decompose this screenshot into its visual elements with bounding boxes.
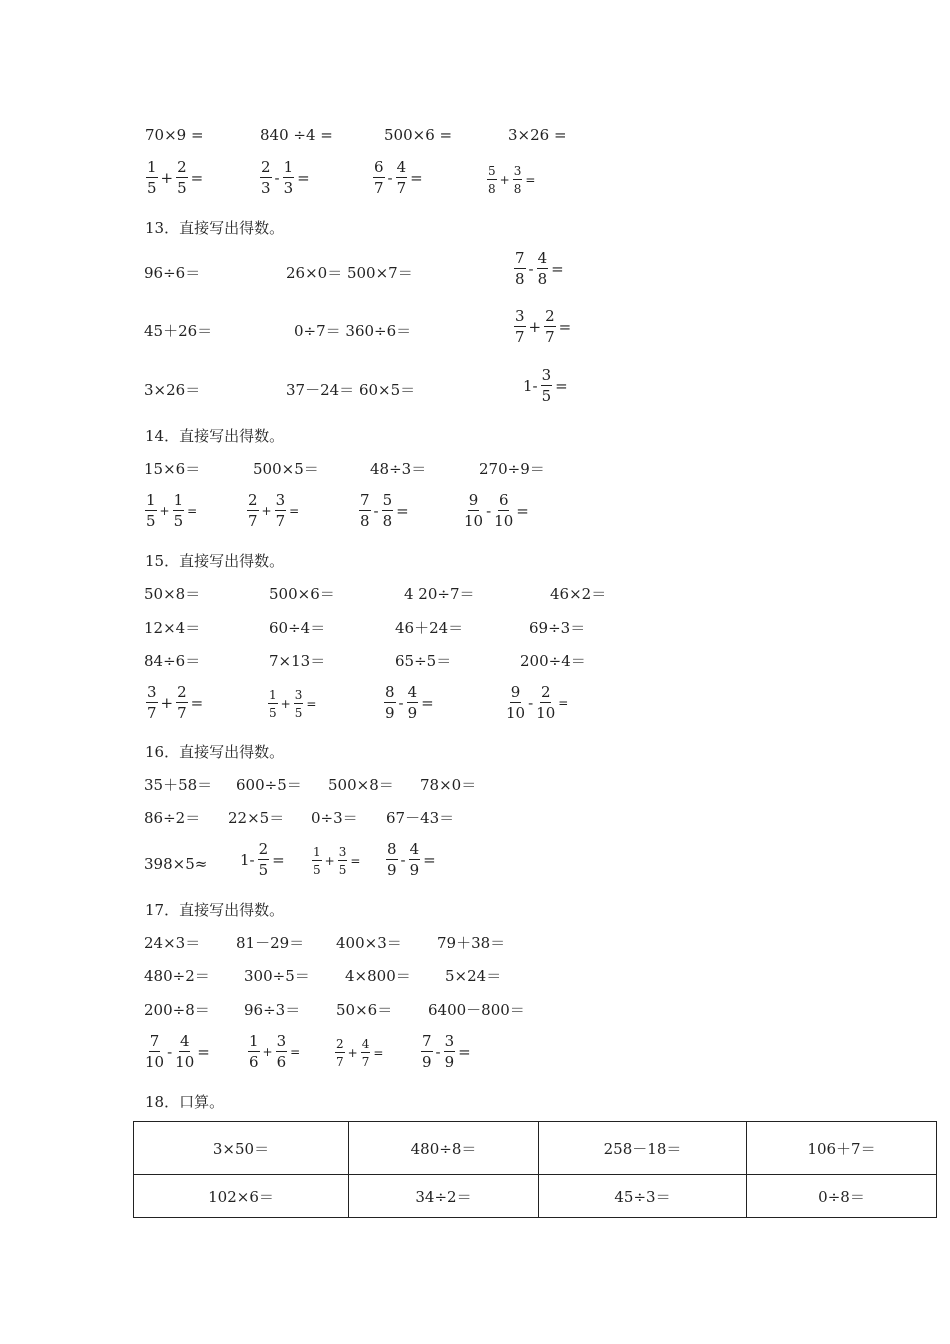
table-cell: 106＋7＝ (747, 1122, 937, 1175)
expr: 7×13＝ (269, 652, 326, 670)
expr: 0÷3＝ (311, 809, 358, 827)
fraction-expr: $\frac{3}{7}$ + $\frac{2}{7}$ = (147, 683, 204, 722)
table-row (134, 1175, 937, 1218)
expr: 84÷6＝ (144, 652, 201, 670)
expr: 46＋24＝ (395, 619, 464, 637)
fraction-expr: $\frac{1}{5}$ + $\frac{3}{5}$ = (269, 688, 317, 720)
expr: 3×26 = (508, 126, 567, 144)
expr: 69÷3＝ (529, 619, 586, 637)
expr: 67－43＝ (386, 809, 455, 827)
table-cell: 45÷3＝ (539, 1175, 747, 1218)
question-15-title: 15．直接写出得数。 (145, 552, 285, 570)
table-cell: 0÷8＝ (747, 1175, 937, 1218)
question-18-title: 18．口算。 (145, 1093, 225, 1111)
expr: 400×3＝ (336, 934, 402, 952)
table-cell: 102×6＝ (134, 1175, 349, 1218)
expr: 398×5≈ (144, 855, 208, 873)
fraction-expr: $\frac{6}{7}$ - $\frac{4}{7}$ = (374, 158, 423, 197)
expr: 46×2＝ (550, 585, 607, 603)
table-cell: 480÷8＝ (349, 1122, 539, 1175)
expr: 50×6＝ (336, 1001, 393, 1019)
expr: 86÷2＝ (144, 809, 201, 827)
fraction-expr: 1- $\frac{3}{5}$ = (523, 366, 568, 405)
fraction-expr: $\frac{2}{7}$ + $\frac{4}{7}$ = (336, 1037, 384, 1069)
fraction-expr: $\frac{7}{9}$ - $\frac{3}{9}$ = (422, 1032, 471, 1071)
fraction-expr: $\frac{2}{7}$ + $\frac{3}{7}$ = (248, 491, 300, 530)
fraction-expr: $\frac{1}{6}$ + $\frac{3}{6}$ = (249, 1032, 301, 1071)
expr: 5×24＝ (445, 967, 502, 985)
fraction-expr: $\frac{1}{5}$ + $\frac{2}{5}$ = (147, 158, 204, 197)
expr: 35＋58＝ (144, 776, 213, 794)
expr: 50×8＝ (144, 585, 201, 603)
fraction-expr: $\frac{1}{5}$ + $\frac{3}{5}$ = (313, 845, 361, 877)
fraction-expr: 1- $\frac{2}{5}$ = (240, 840, 285, 879)
expr: 500×5＝ (253, 460, 319, 478)
expr: 70×9 = (145, 126, 204, 144)
fraction-expr: $\frac{8}{9}$ - $\frac{4}{9}$ = (385, 683, 434, 722)
expr: 78×0＝ (420, 776, 477, 794)
fraction-expr: $\frac{2}{3}$ - $\frac{1}{3}$ = (261, 158, 310, 197)
expr: 0÷7＝ 360÷6＝ (294, 322, 412, 340)
expr: 840 ÷4 = (260, 126, 333, 144)
expr: 15×6＝ (144, 460, 201, 478)
fraction-expr: $\frac{8}{9}$ - $\frac{4}{9}$ = (387, 840, 436, 879)
table-row (134, 1122, 937, 1175)
expr: 96÷6＝ (144, 264, 201, 282)
question-16-title: 16．直接写出得数。 (145, 743, 285, 761)
fraction-expr: $\frac{3}{7}$ + $\frac{2}{7}$ = (515, 307, 572, 346)
fraction-expr: $\frac{9}{10}$ - $\frac{6}{10}$ = (464, 491, 529, 530)
expr: 12×4＝ (144, 619, 201, 637)
table-cell: 34÷2＝ (349, 1175, 539, 1218)
expr: 500×6＝ (269, 585, 335, 603)
expr: 3×26＝ (144, 381, 201, 399)
expr: 600÷5＝ (236, 776, 302, 794)
expr: 65÷5＝ (395, 652, 452, 670)
expr: 270÷9＝ (479, 460, 545, 478)
question-17-title: 17．直接写出得数。 (145, 901, 285, 919)
table-cell: 3×50＝ (134, 1122, 349, 1175)
fraction-expr: $\frac{5}{8}$ + $\frac{3}{8}$ = (488, 164, 536, 196)
expr: 500×8＝ (328, 776, 394, 794)
expr: 96÷3＝ (244, 1001, 301, 1019)
question-13-title: 13．直接写出得数。 (145, 219, 285, 237)
expr: 480÷2＝ (144, 967, 210, 985)
fraction-expr: $\frac{9}{10}$ - $\frac{2}{10}$ = (506, 683, 569, 722)
expr: 48÷3＝ (370, 460, 427, 478)
expr: 500×6 = (384, 126, 453, 144)
expr: 6400－800＝ (428, 1001, 525, 1019)
fraction-expr: $\frac{1}{5}$ + $\frac{1}{5}$ = (146, 491, 198, 530)
expr: 22×5＝ (228, 809, 285, 827)
expr: 26×0＝ 500×7＝ (286, 264, 413, 282)
expr: 81－29＝ (236, 934, 305, 952)
expr: 37－24＝ 60×5＝ (286, 381, 416, 399)
fraction-expr: $\frac{7}{8}$ - $\frac{5}{8}$ = (360, 491, 409, 530)
fraction-expr: $\frac{7}{8}$ - $\frac{4}{8}$ = (515, 249, 564, 288)
mental-math-table (133, 1121, 937, 1218)
expr: 79＋38＝ (437, 934, 506, 952)
expr: 200÷4＝ (520, 652, 586, 670)
expr: 300÷5＝ (244, 967, 310, 985)
expr: 4 20÷7＝ (404, 585, 475, 603)
expr: 45＋26＝ (144, 322, 213, 340)
expr: 200÷8＝ (144, 1001, 210, 1019)
table-cell: 258－18＝ (539, 1122, 747, 1175)
question-14-title: 14．直接写出得数。 (145, 427, 285, 445)
fraction-expr: $\frac{7}{10}$ - $\frac{4}{10}$ = (145, 1032, 210, 1071)
expr: 60÷4＝ (269, 619, 326, 637)
expr: 24×3＝ (144, 934, 201, 952)
expr: 4×800＝ (345, 967, 411, 985)
